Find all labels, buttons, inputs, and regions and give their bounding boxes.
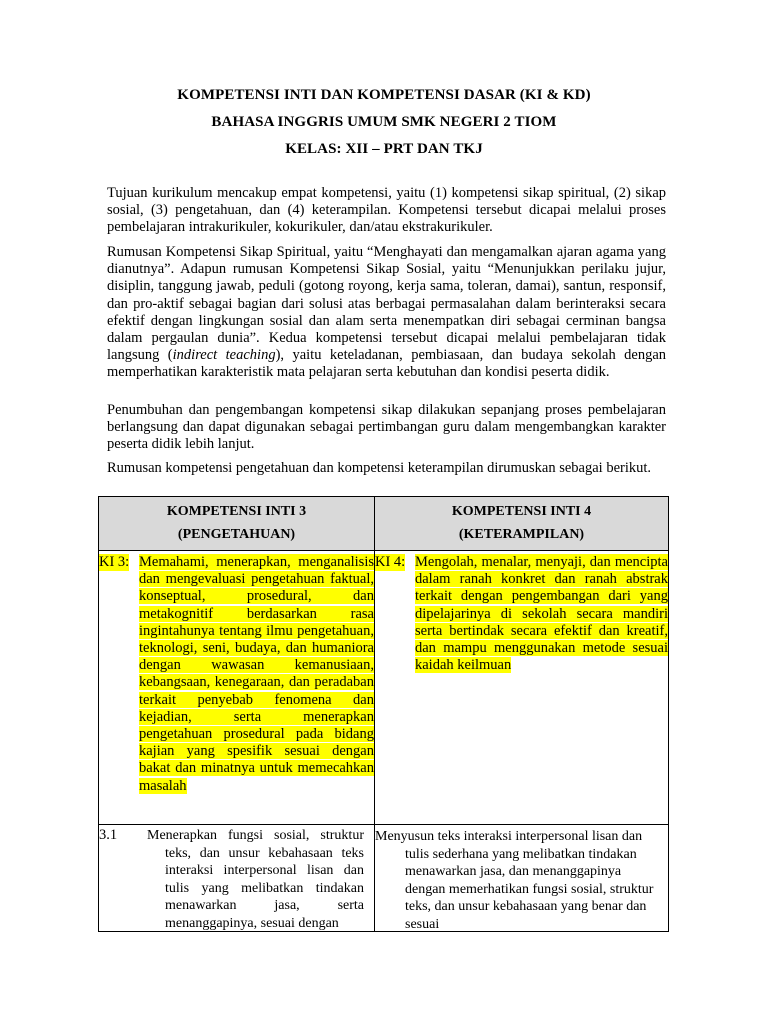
table-header-row	[99, 497, 669, 551]
ki3-cell	[99, 551, 375, 825]
header-ki3-title: KOMPETENSI INTI 3	[166, 504, 307, 519]
header-ki4-title: KOMPETENSI INTI 4	[451, 504, 592, 519]
document-titles	[0, 88, 768, 169]
title-line-2: BAHASA INGGRIS UMUM SMK NEGERI 2 TIOM	[211, 114, 557, 130]
paragraph-4: Rumusan kompetensi pengetahuan dan kompetensi keterampilan dirumuskan sebagai berikut.	[107, 460, 652, 476]
competency-table	[98, 496, 669, 932]
paragraph-rumusan	[107, 460, 666, 477]
ki3-text	[139, 554, 374, 795]
header-ki3-subtitle: (PENGETAHUAN)	[177, 527, 296, 542]
title-line-1: KOMPETENSI INTI DAN KOMPETENSI DASAR (KI & KD)	[177, 87, 591, 103]
table-row-ki	[99, 551, 669, 825]
paragraph-2-text-a: Rumusan Kompetensi Sikap Spiritual, yaitu “Menghayati dan mengamalkan ajaran agama yang dianutnya”. Adapun rumusan Kompetensi Sikap Sosial, yaitu “Menunjukkan perilaku jujur, disiplin, tanggung jawab, peduli (gotong royong, kerja sama, toleran, damai), santun, responsif, dan pro-aktif sebagai bagian dari solusi atas berbagai permasalahan dalam berinteraksi secara efektif dengan lingkungan sosial dan alam serta menempatkan diri sebagai cerminan bangsa dalam pergaulan dunia”. Kedua kompetensi tersebut dicapai melalui pembelajaran tidak langsung (	[107, 244, 666, 364]
paragraph-intro	[107, 185, 666, 237]
paragraph-2	[107, 244, 666, 382]
ki3-text-highlight: Memahami, menerapkan, menganalisis dan mengevaluasi pengetahuan faktual, konseptual, prosedural, dan metakognitif berdasarkan rasa ingintahunya tentang ilmu pengetahuan, teknologi, seni, budaya, dan humaniora dengan wawasan kemanusiaan, kebangsaan, kenegaraan, dan peradaban terkait penyebab fenomena dan kejadian, serta menerapkan pengetahuan prosedural pada bidang kajian yang spesifik sesuai dengan bakat dan minatnya untuk memecahkan masalah	[139, 554, 374, 794]
header-ki4	[375, 497, 669, 551]
ki4-text-highlight: Mengolah, menalar, menyaji, dan mencipta dalam ranah konkret dan ranah abstrak terkait dengan pengembangan dari yang dipelajarinya di sekolah secara mandiri serta bertindak secara efektif dan kreatif, dan mampu menggunakan metode sesuai kaidah keilmuan	[415, 554, 668, 674]
kd-3-1-text: Menerapkan fungsi sosial, struktur teks, dan unsur kebahasaan teks interaksi interpersonal lisan dan tulis yang melibatkan tindakan menawarkan jasa, serta menanggapinya, sesuai dengan	[147, 828, 364, 931]
ki4-text	[415, 554, 668, 674]
kd-3-1-cell	[99, 825, 375, 932]
kd-4-1-cell	[375, 825, 669, 932]
header-ki3	[99, 497, 375, 551]
ki4-code: KI 4:	[375, 554, 406, 570]
kd-number: 3.1	[99, 827, 118, 843]
table-row-kd	[99, 825, 669, 932]
ki3-code: KI 3:	[99, 554, 130, 570]
paragraph-sikap	[107, 244, 666, 382]
kd-4-1-text: Menyusun teks interaksi interpersonal lisan dan tulis sederhana yang melibatkan tindakan menawarkan jasa, dan menanggapinya dengan memerhatikan fungsi sosial, struktur teks, dan unsur kebahasaan yang benar dan sesuai	[375, 829, 654, 932]
paragraph-2-italic: indirect teaching	[172, 347, 276, 364]
paragraph-penumbuhan	[107, 402, 666, 454]
ki4-cell	[375, 551, 669, 825]
title-line-3: KELAS: XII – PRT DAN TKJ	[285, 141, 483, 157]
paragraph-1: Tujuan kurikulum mencakup empat kompetensi, yaitu (1) kompetensi sikap spiritual, (2) sikap sosial, (3) pengetahuan, dan (4) keterampilan. Kompetensi tersebut dicapai melalui proses pembelajaran intrakurikuler, kokurikuler, dan/atau ekstrakurikuler.	[107, 185, 666, 236]
paragraph-3: Penumbuhan dan pengembangan kompetensi sikap dilakukan sepanjang proses pembelajaran berlangsung dan dapat digunakan sebagai pertimbangan guru dalam mengembangkan karakter peserta didik lebih lanjut.	[107, 402, 666, 453]
paragraph-2-text-b: ), yaitu keteladanan, pembiasaan, dan budaya sekolah dengan memperhatikan karakteristik mata pelajaran serta kebutuhan dan kondisi peserta didik.	[107, 347, 667, 381]
header-ki4-subtitle: (KETERAMPILAN)	[458, 527, 585, 542]
